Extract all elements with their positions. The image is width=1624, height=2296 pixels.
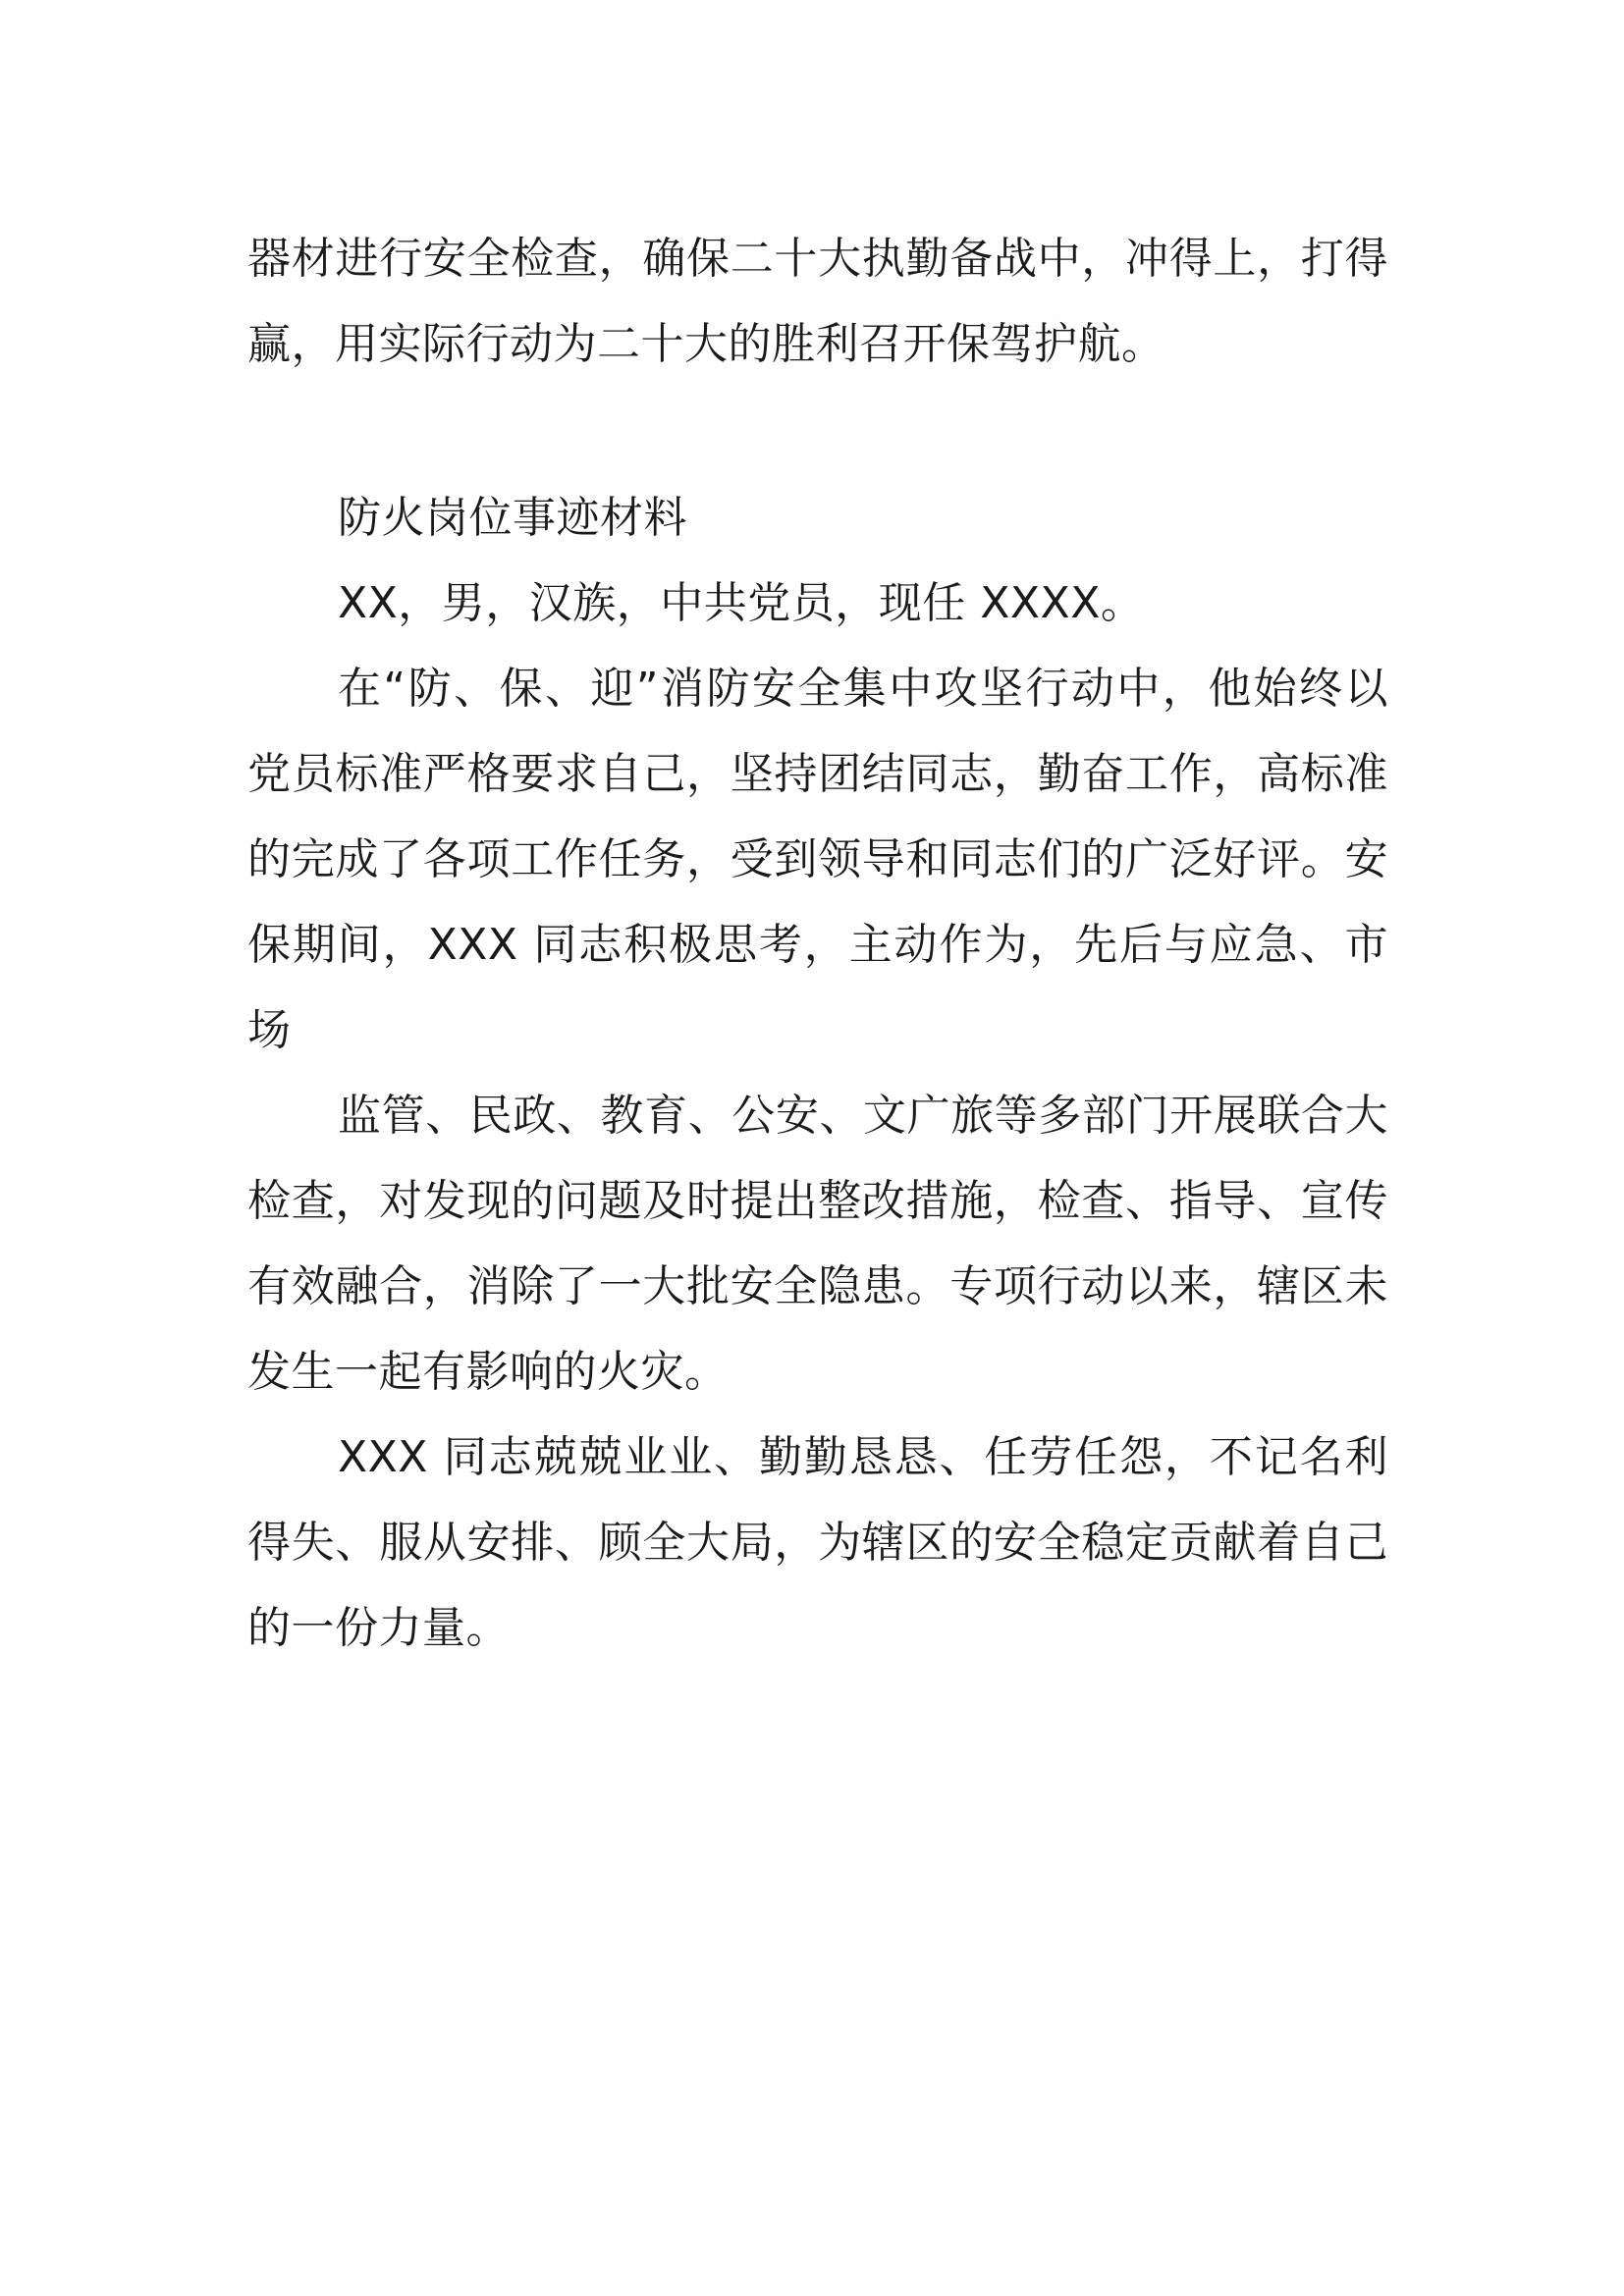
continuation-paragraph: 器材进行安全检查，确保二十大执勤备战中，冲得上，打得赢，用实际行动为二十大的胜利召开保驾护航。 <box>247 234 1388 369</box>
paragraph-campaign: 在“防、保、迎”消防安全集中攻坚行动中，他始终以党员标准严格要求自己，坚持团结同志，勤奋工作，高标准的完成了各项工作任务，受到领导和同志们的广泛好评。安保期间，XXX 同志积极思考，主动作为，先后与应急、市场 <box>247 664 1388 1055</box>
paragraph-closing: XXX 同志兢兢业业、勤勤恳恳、任劳任怨，不记名利得失、服从安排、顾全大局，为辖区的安全稳定贡献着自己的一份力量。 <box>247 1432 1388 1653</box>
article-block <box>247 475 1388 1671</box>
paragraph-intro: XX，男，汉族，中共党员，现任 XXXX。 <box>338 578 1145 628</box>
article-title: 防火岗位事迹材料 <box>338 493 687 543</box>
paragraph-inspection: 监管、民政、教育、公安、文广旅等多部门开展联合大检查，对发现的问题及时提出整改措施，检查、指导、宣传有效融合，消除了一大批安全隐患。专项行动以来，辖区未发生一起有影响的火灾。 <box>247 1091 1388 1397</box>
continuation-block <box>247 216 1388 387</box>
